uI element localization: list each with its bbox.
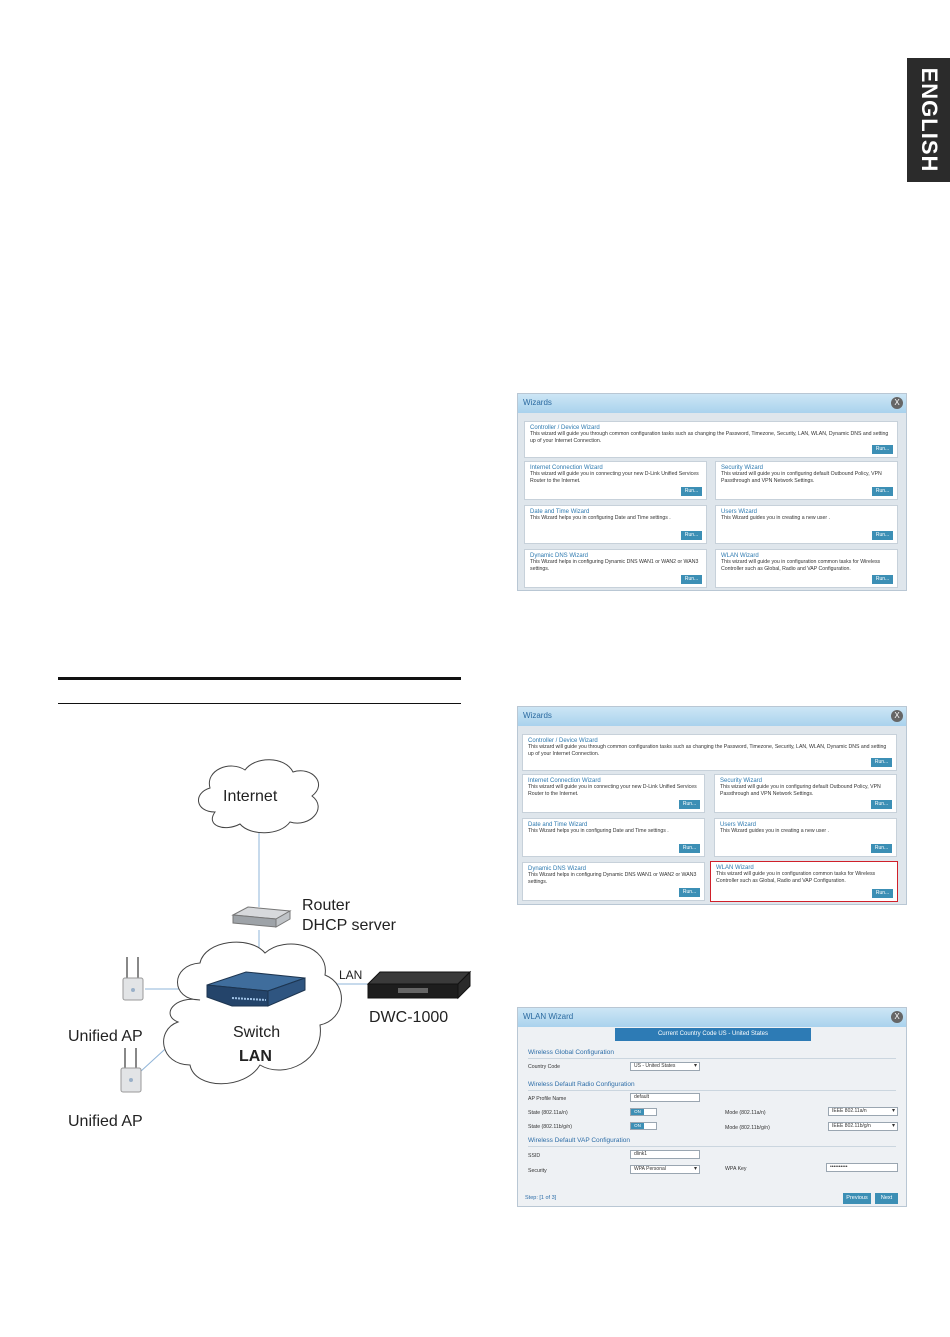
- router-label: Router: [302, 897, 351, 914]
- wizard-card-desc: This wizard will guide you through common configuration tasks such as changing the Password, Timezone, Security, LAN, WLAN, Dynamic DNS and setting up of your Internet Connection.: [530, 431, 889, 444]
- wizard-card-title: Dynamic DNS Wizard: [528, 866, 587, 872]
- radio-section-title: Wireless Default Radio Configuration: [528, 1081, 635, 1088]
- wizard-card-title: Security Wizard: [721, 465, 764, 471]
- dwc-1000-icon: [368, 972, 470, 998]
- ap-profile-label: AP Profile Name: [528, 1096, 567, 1102]
- ap-profile-input[interactable]: default: [630, 1093, 700, 1102]
- wizard-card-desc: This wizard will guide you through common configuration tasks such as changing the Password, Timezone, Security, LAN, WLAN, Dynamic DNS and setting up of your Internet Connection.: [528, 744, 887, 757]
- wizard-card-title: Internet Connection Wizard: [530, 465, 603, 471]
- run-button[interactable]: Run...: [872, 487, 893, 496]
- vap-section-title: Wireless Default VAP Configuration: [528, 1137, 631, 1144]
- wizard-card-desc: This Wizard helps you in configuring Date and Time settings .: [528, 828, 669, 834]
- toggle-on-label: ON: [631, 1109, 644, 1115]
- unified-ap-1-label: Unified AP: [68, 1028, 143, 1045]
- wizard-card-title: Dynamic DNS Wizard: [530, 553, 589, 559]
- run-button[interactable]: Run...: [681, 531, 702, 540]
- close-button[interactable]: X: [891, 710, 903, 722]
- unified-ap-1-icon: [123, 957, 143, 1000]
- wizard-card-desc: This Wizard helps in configuring Dynamic DNS WAN1 or WAN2 or WAN3 settings.: [530, 559, 699, 572]
- switch-label: Switch: [233, 1024, 281, 1041]
- controller-top: [368, 972, 470, 984]
- next-button[interactable]: Next: [875, 1193, 898, 1204]
- wizard-card-title: Controller / Device Wizard: [528, 738, 598, 744]
- wizard-card-desc: This wizard will guide you in configuring default Outbound Policy, VPN Passthrough and VPN Network Settings.: [721, 471, 882, 484]
- run-button[interactable]: Run...: [872, 889, 893, 898]
- language-tab-label: ENGLISH: [916, 67, 942, 173]
- dhcp-server-label: DHCP server: [302, 917, 396, 934]
- close-button[interactable]: X: [891, 1011, 903, 1023]
- security-select[interactable]: WPA Personal ▾: [630, 1165, 700, 1174]
- wizard-card-desc: This wizard will guide you in configuring default Outbound Policy, VPN Passthrough and VPN Network Settings.: [720, 784, 881, 797]
- run-button[interactable]: Run...: [679, 888, 700, 897]
- toggle-on-label: ON: [631, 1123, 644, 1129]
- run-button[interactable]: Run...: [679, 844, 700, 853]
- state-a-label: State (802.11a/n): [528, 1110, 568, 1116]
- dwc-1000-label: DWC-1000: [369, 1009, 449, 1026]
- run-button[interactable]: Run...: [681, 575, 702, 584]
- security-label: Security: [528, 1168, 547, 1174]
- wizard-card-title: Internet Connection Wizard: [528, 778, 601, 784]
- run-button[interactable]: Run...: [681, 487, 702, 496]
- wizard-card-title: Users Wizard: [721, 509, 758, 515]
- wizard-card-desc: This wizard will guide you in configuration common tasks for Wireless Controller such as Global, Radio and VAP Configuration.: [716, 871, 876, 884]
- run-button[interactable]: Run...: [872, 445, 893, 454]
- unified-ap-2-label: Unified AP: [68, 1113, 143, 1130]
- ssid-label: SSID: [528, 1153, 541, 1159]
- controller-ports: [398, 988, 428, 993]
- country-banner: Current Country Code US - United States: [615, 1028, 811, 1041]
- wizards-panel-title: Wizards: [523, 711, 552, 720]
- router-icon: [233, 907, 290, 927]
- run-button[interactable]: Run...: [872, 531, 893, 540]
- wizard-card-title: Users Wizard: [720, 822, 757, 828]
- country-code-select[interactable]: US - United States ▾: [630, 1062, 700, 1071]
- wizard-card-title: WLAN Wizard: [721, 553, 759, 559]
- ap2-led: [129, 1078, 133, 1082]
- mode-bg-label: Mode (802.11b/g/n): [725, 1125, 770, 1131]
- lan-link-label: LAN: [339, 968, 363, 982]
- wizard-card-title: Controller / Device Wizard: [530, 425, 600, 431]
- wlan-wizard-title: WLAN Wizard: [523, 1012, 574, 1021]
- close-button[interactable]: X: [891, 397, 903, 409]
- wizard-card-title: Date and Time Wizard: [528, 822, 588, 828]
- run-button[interactable]: Run...: [872, 575, 893, 584]
- wizard-card-title: Date and Time Wizard: [530, 509, 590, 515]
- wizard-card-desc: This Wizard helps in configuring Dynamic DNS WAN1 or WAN2 or WAN3 settings.: [528, 872, 697, 885]
- country-code-label: Country Code: [528, 1064, 561, 1070]
- mode-bg-select[interactable]: IEEE 802.11b/g/n ▾: [828, 1122, 898, 1131]
- run-button[interactable]: Run...: [871, 758, 892, 767]
- wizard-card-desc: This Wizard helps you in configuring Date and Time settings .: [530, 515, 671, 521]
- wizard-card-title: WLAN Wizard: [716, 865, 754, 871]
- mode-a-label: Mode (802.11a/n): [725, 1110, 766, 1116]
- previous-button[interactable]: Previous: [843, 1193, 871, 1204]
- ap1-led: [131, 988, 135, 992]
- wpa-key-input[interactable]: ••••••••••: [826, 1163, 898, 1172]
- run-button[interactable]: Run...: [679, 800, 700, 809]
- global-section-title: Wireless Global Configuration: [528, 1049, 614, 1056]
- lan-label: LAN: [239, 1048, 272, 1065]
- ssid-input[interactable]: dlink1: [630, 1150, 700, 1159]
- wizard-card-desc: This Wizard guides you in creating a new user .: [721, 515, 830, 521]
- mode-a-select[interactable]: IEEE 802.11a/n ▾: [828, 1107, 898, 1116]
- wizard-card-desc: This wizard will guide you in connecting your new D-Link Unified Services Router to the Internet.: [530, 471, 699, 484]
- wpa-key-label: WPA Key: [725, 1166, 747, 1172]
- wizards-panel-title: Wizards: [523, 398, 552, 407]
- step-indicator: Step: [1 of 3]: [525, 1195, 557, 1201]
- wizard-card-desc: This wizard will guide you in connecting your new D-Link Unified Services Router to the Internet.: [528, 784, 697, 797]
- internet-label: Internet: [223, 788, 278, 805]
- unified-ap-2-icon: [121, 1048, 141, 1092]
- run-button[interactable]: Run...: [871, 800, 892, 809]
- wizard-card-desc: This Wizard guides you in creating a new user .: [720, 828, 829, 834]
- wizard-card-title: Security Wizard: [720, 778, 763, 784]
- wizard-card-desc: This wizard will guide you in configuration common tasks for Wireless Controller such as Global, Radio and VAP Configuration.: [721, 559, 881, 572]
- run-button[interactable]: Run...: [871, 844, 892, 853]
- state-bg-label: State (802.11b/g/n): [528, 1124, 573, 1130]
